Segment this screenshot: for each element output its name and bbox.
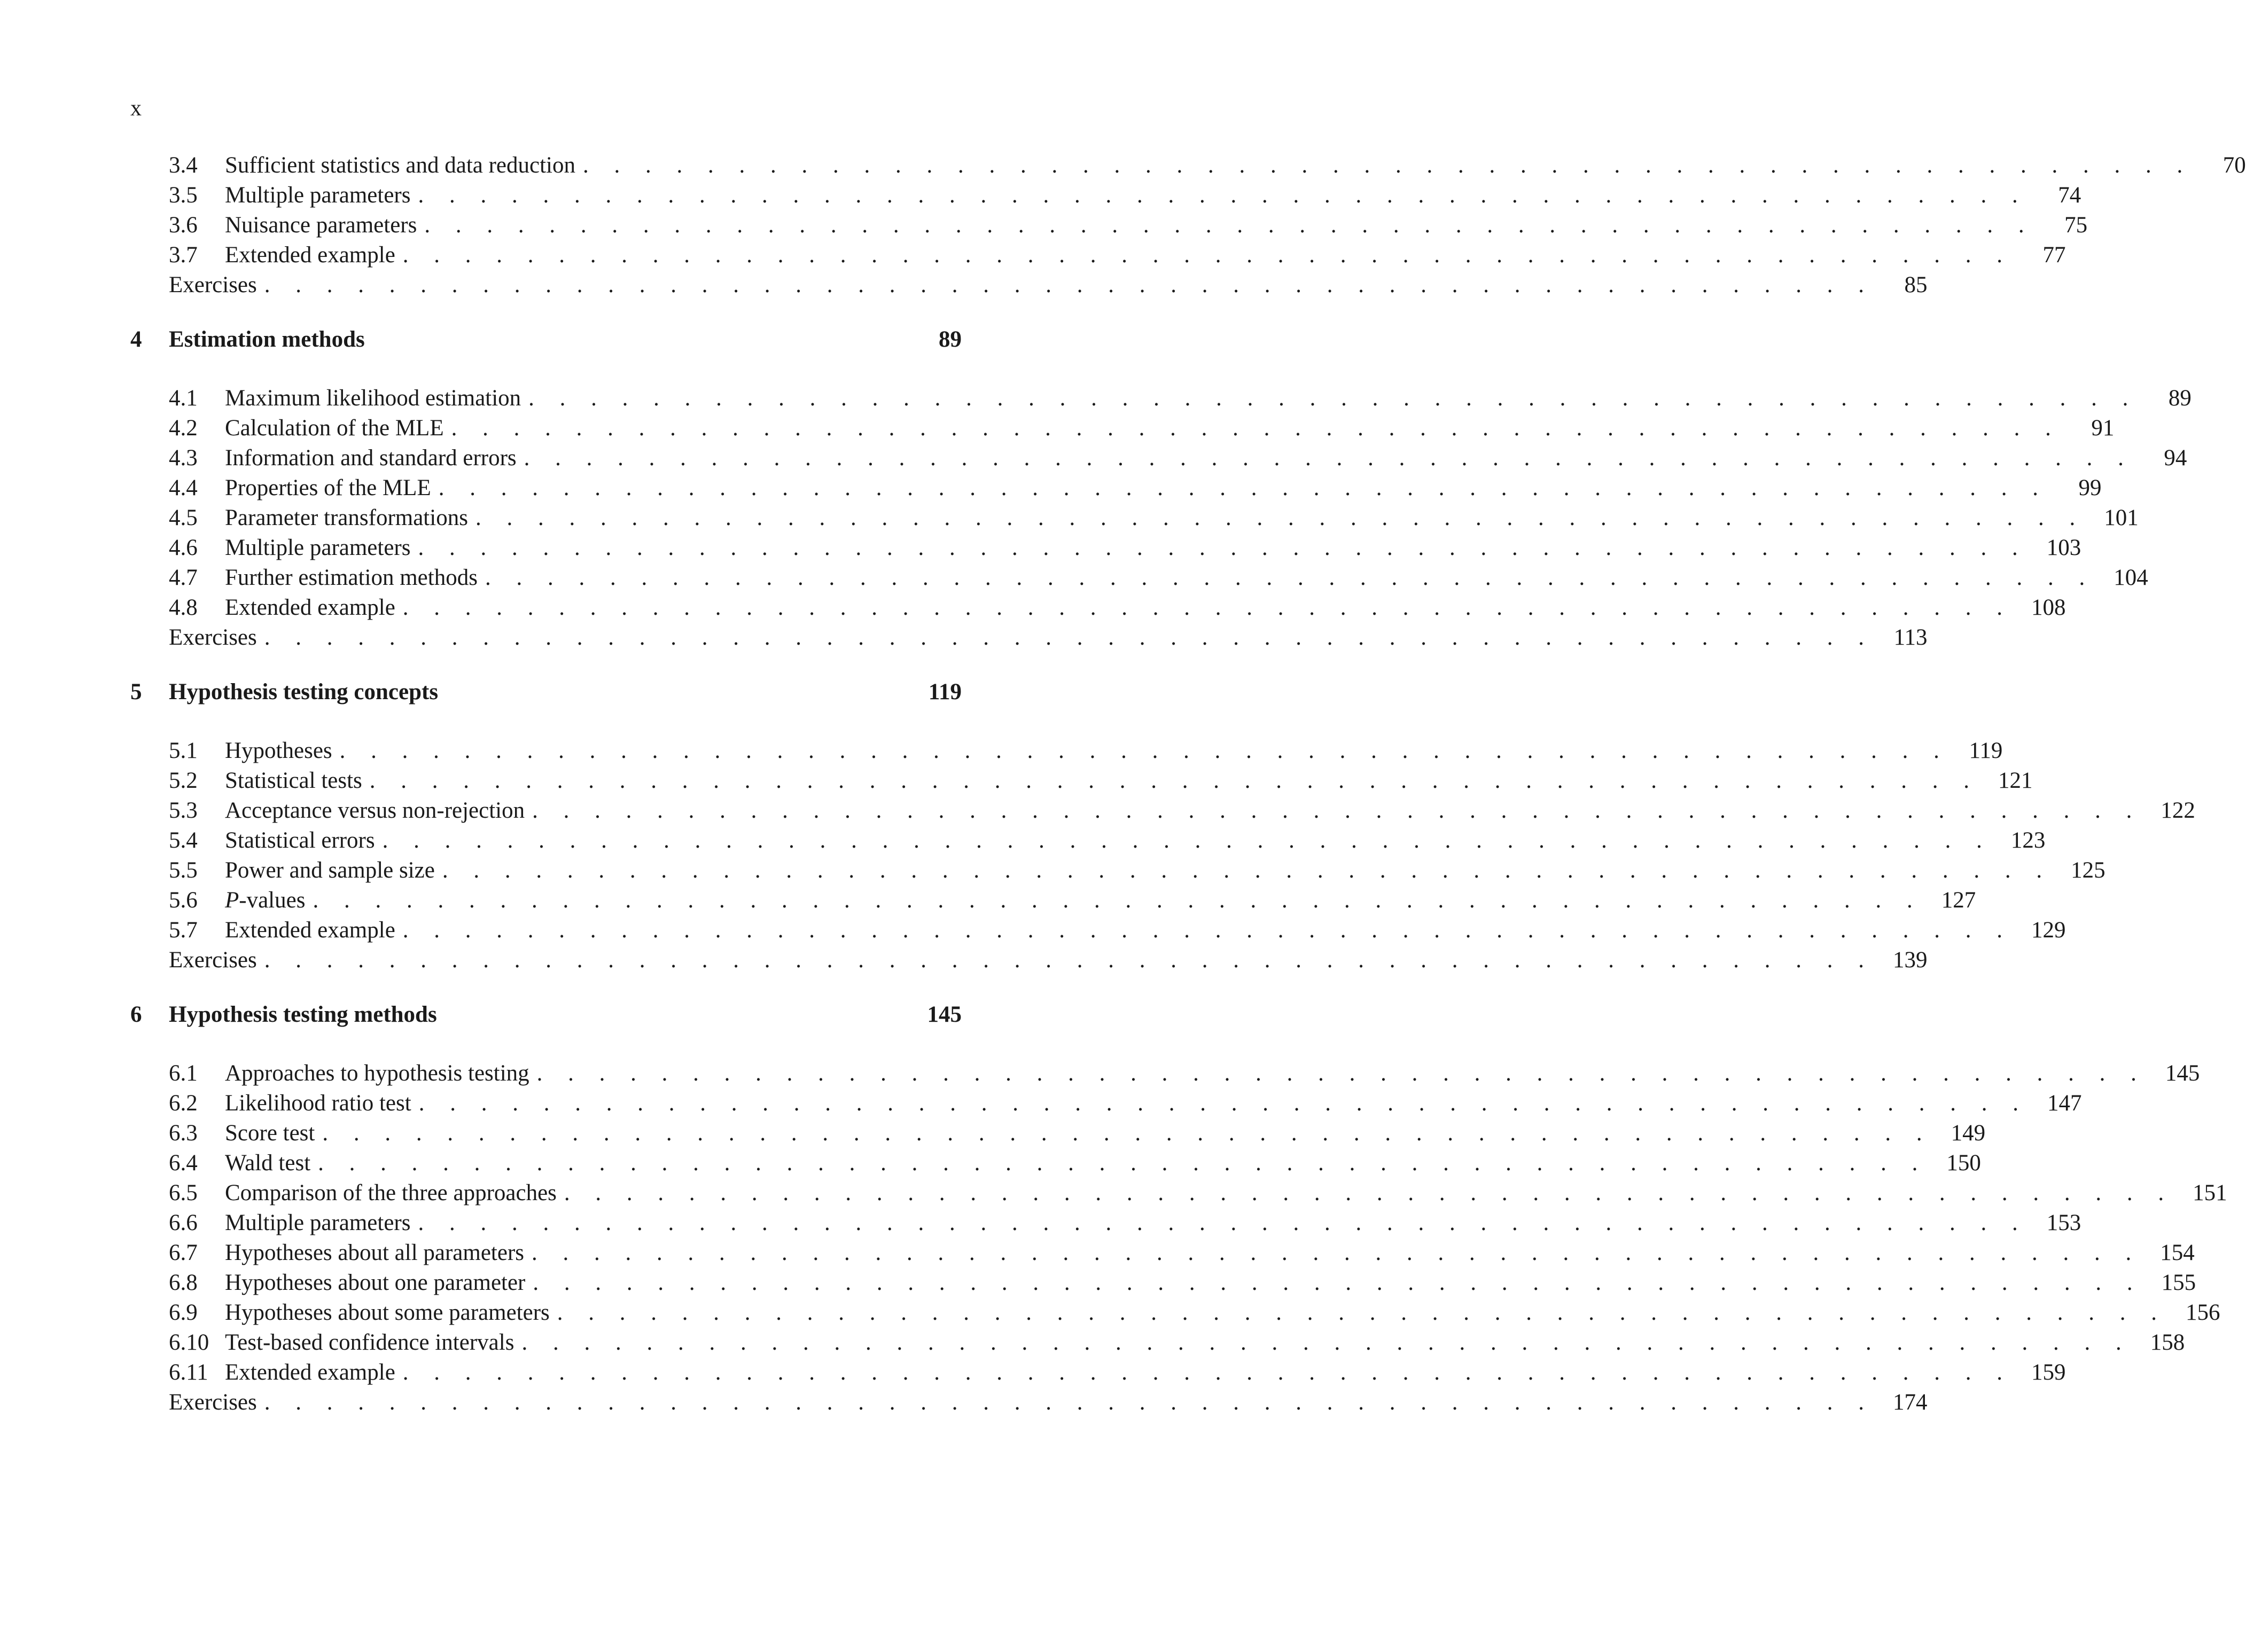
toc-entry[interactable] [130, 766, 2033, 796]
dot-leader: . . . . . . . . . . . . . . . . . . . . . . . . . . . . . . . . . . . . . . . . . . . . . . . . . . . . [418, 183, 2028, 208]
section-page: 113 [1893, 625, 1928, 650]
section-title: Acceptance versus non-rejection [225, 798, 525, 823]
chapter-title: Hypothesis testing methods [169, 1002, 437, 1027]
toc-entry-exercises[interactable] [130, 1388, 1928, 1418]
section-page: 158 [2150, 1330, 2185, 1355]
section-number: 4.5 [169, 505, 198, 530]
toc-entry-exercises[interactable] [130, 623, 1928, 653]
dot-leader: . . . . . . . . . . . . . . . . . . . . . . . . . . . . . . . . . . . . . . . . . . . . . . . . . . . . [521, 1330, 2132, 1355]
section-number: 3.7 [169, 242, 198, 268]
dot-leader: . . . . . . . . . . . . . . . . . . . . . . . . . . . . . . . . . . . . . . . . . . . . . . . . . . . . [402, 918, 2013, 943]
section-page: 70 [2222, 153, 2246, 178]
toc-entry[interactable] [130, 1298, 2220, 1328]
toc-entry[interactable] [130, 796, 2195, 826]
section-page: 154 [2160, 1240, 2195, 1265]
section-title: Properties of the MLE [225, 475, 431, 500]
dot-leader: . . . . . . . . . . . . . . . . . . . . . . . . . . . . . . . . . . . . . . . . . . . . . . . . . . . . [318, 1150, 1928, 1176]
section-page: 174 [1893, 1390, 1928, 1415]
section-title: Maximum likelihood estimation [225, 386, 521, 411]
section-page: 91 [2091, 416, 2115, 441]
toc-entry[interactable] [130, 915, 2066, 945]
dot-leader: . . . . . . . . . . . . . . . . . . . . . . . . . . . . . . . . . . . . . . . . . . . . . . . . . . . . [532, 798, 2142, 823]
section-number: 6.9 [169, 1300, 198, 1325]
toc-entry[interactable] [130, 383, 2192, 413]
section-title: Information and standard errors [225, 445, 517, 471]
section-title: Statistical errors [225, 828, 375, 853]
toc-entry-exercises[interactable] [130, 945, 1928, 975]
section-number: 6.5 [169, 1180, 198, 1205]
dot-leader: . . . . . . . . . . . . . . . . . . . . . . . . . . . . . . . . . . . . . . . . . . . . . . . . . . . . [557, 1300, 2167, 1325]
section-title: Test-based confidence intervals [225, 1330, 514, 1355]
section-page: 103 [2046, 535, 2081, 560]
section-number: 4.3 [169, 445, 198, 471]
section-title: Wald test [225, 1150, 311, 1176]
toc-entry[interactable] [130, 736, 2003, 766]
section-number: 5.4 [169, 828, 198, 853]
page-number: x [130, 96, 142, 121]
dot-leader: . . . . . . . . . . . . . . . . . . . . . . . . . . . . . . . . . . . . . . . . . . . . . . . . . . . . [418, 535, 2028, 560]
toc-entry[interactable] [130, 856, 2105, 886]
toc-entry[interactable] [130, 413, 2115, 443]
dot-leader: . . . . . . . . . . . . . . . . . . . . . . . . . . . . . . . . . . . . . . . . . . . . . . . . . . . . [424, 213, 2034, 238]
section-page: 122 [2161, 798, 2195, 823]
dot-leader: . . . . . . . . . . . . . . . . . . . . . . . . . . . . . . . . . . . . . . . . . . . . . . . . . . . . [438, 475, 2048, 500]
section-number: 5.1 [169, 738, 198, 763]
section-title: Exercises [169, 272, 257, 297]
section-page: 139 [1893, 948, 1928, 973]
section-page: 104 [2114, 565, 2148, 590]
toc-entry[interactable] [130, 1268, 2196, 1298]
toc-entry[interactable] [130, 563, 2148, 593]
section-title: Calculation of the MLE [225, 416, 444, 441]
section-page: 156 [2186, 1300, 2220, 1325]
section-page: 123 [2010, 828, 2046, 853]
dot-leader: . . . . . . . . . . . . . . . . . . . . . . . . . . . . . . . . . . . . . . . . . . . . . . . . . . . . [313, 888, 1923, 913]
section-number: 4.4 [169, 475, 198, 500]
section-title: Sufficient statistics and data reduction [225, 153, 575, 178]
toc-entry[interactable] [130, 1208, 2081, 1238]
section-title: Extended example [225, 1360, 395, 1385]
toc-entry[interactable] [130, 443, 2187, 473]
section-number: 3.5 [169, 183, 198, 208]
section-number: 6.11 [169, 1360, 208, 1385]
section-number: 5.2 [169, 768, 198, 793]
dot-leader: . . . . . . . . . . . . . . . . . . . . . . . . . . . . . . . . . . . . . . . . . . . . . . . . . . . . [369, 768, 1979, 793]
table-of-contents [130, 151, 2246, 1418]
toc-entry[interactable] [130, 1089, 2082, 1118]
section-number: 4.2 [169, 416, 198, 441]
dot-leader: . . . . . . . . . . . . . . . . . . . . . . . . . . . . . . . . . . . . . . . . . . . . . . . . . . . . [264, 948, 1874, 973]
chapter-title: Estimation methods [169, 327, 365, 352]
chapter-title: Hypothesis testing concepts [169, 679, 439, 704]
section-page: 155 [2161, 1270, 2196, 1295]
dot-leader: . . . . . . . . . . . . . . . . . . . . . . . . . . . . . . . . . . . . . . . . . . . . . . . . . . . . [475, 505, 2085, 530]
section-title: Nuisance parameters [225, 213, 417, 238]
chapter-heading[interactable] [130, 325, 962, 355]
toc-entry[interactable] [130, 473, 2102, 503]
section-page: 108 [2031, 595, 2066, 620]
section-page: 129 [2031, 918, 2066, 943]
dot-leader: . . . . . . . . . . . . . . . . . . . . . . . . . . . . . . . . . . . . . . . . . . . . . . . . . . . . [402, 1360, 2013, 1385]
section-page: 99 [2078, 475, 2102, 500]
dot-leader: . . . . . . . . . . . . . . . . . . . . . . . . . . . . . . . . . . . . . . . . . . . . . . . . . . . . [264, 1390, 1874, 1415]
dot-leader: . . . . . . . . . . . . . . . . . . . . . . . . . . . . . . . . . . . . . . . . . . . . . . . . . . . . [524, 445, 2134, 471]
section-title: Extended example [225, 918, 395, 943]
section-title: Hypotheses about one parameter [225, 1270, 526, 1295]
section-title: Approaches to hypothesis testing [225, 1061, 529, 1086]
section-page: 94 [2164, 445, 2187, 471]
section-title: Power and sample size [225, 858, 435, 883]
toc-entry[interactable] [130, 593, 2066, 623]
toc-entry[interactable] [130, 240, 2066, 270]
section-page: 150 [1946, 1150, 1981, 1176]
toc-entry[interactable] [130, 826, 2046, 856]
chapter-page: 119 [928, 679, 962, 704]
chapter-page: 145 [927, 1002, 962, 1027]
chapter-heading[interactable] [130, 677, 962, 707]
section-title: Multiple parameters [225, 1210, 411, 1235]
section-page: 75 [2064, 213, 2088, 238]
dot-leader: . . . . . . . . . . . . . . . . . . . . . . . . . . . . . . . . . . . . . . . . . . . . . . . . . . . . [442, 858, 2052, 883]
dot-leader: . . . . . . . . . . . . . . . . . . . . . . . . . . . . . . . . . . . . . . . . . . . . . . . . . . . . [402, 242, 2013, 268]
section-title-rest: -values [239, 888, 306, 913]
section-title: Comparison of the three approaches [225, 1180, 557, 1205]
section-page: 101 [2104, 505, 2139, 530]
section-title: Hypotheses about some parameters [225, 1300, 550, 1325]
toc-entry[interactable] [130, 1118, 1986, 1148]
dot-leader: . . . . . . . . . . . . . . . . . . . . . . . . . . . . . . . . . . . . . . . . . . . . . . . . . . . . [322, 1121, 1932, 1146]
section-page: 119 [1969, 738, 2003, 763]
section-page: 121 [1998, 768, 2033, 793]
section-page: 151 [2193, 1180, 2227, 1205]
dot-leader: . . . . . . . . . . . . . . . . . . . . . . . . . . . . . . . . . . . . . . . . . . . . . . . . . . . . [485, 565, 2095, 590]
section-number: 4.7 [169, 565, 198, 590]
section-title: Likelihood ratio test [225, 1091, 411, 1116]
toc-entry[interactable] [130, 1238, 2195, 1268]
toc-entry[interactable] [130, 1328, 2185, 1358]
section-number: 6.6 [169, 1210, 198, 1235]
dot-leader: . . . . . . . . . . . . . . . . . . . . . . . . . . . . . . . . . . . . . . . . . . . . . . . . . . . . [533, 1270, 2143, 1295]
section-title: Parameter transformations [225, 505, 468, 530]
section-page: 125 [2071, 858, 2105, 883]
section-number: 5.6 [169, 888, 198, 913]
dot-leader: . . . . . . . . . . . . . . . . . . . . . . . . . . . . . . . . . . . . . . . . . . . . . . . . . . . . [402, 595, 2013, 620]
section-title: Extended example [225, 242, 395, 268]
section-number: 6.7 [169, 1240, 198, 1265]
section-number: 6.3 [169, 1121, 198, 1146]
section-title-italic: P [225, 888, 239, 913]
section-page: 159 [2031, 1360, 2066, 1385]
section-number: 6.10 [169, 1330, 209, 1355]
section-number: 4.1 [169, 386, 198, 411]
section-title [225, 886, 313, 915]
toc-entry[interactable] [130, 533, 2081, 563]
chapter-page: 89 [939, 327, 962, 352]
section-number: 6.2 [169, 1091, 198, 1116]
section-title: Statistical tests [225, 768, 362, 793]
section-page: 127 [1941, 888, 1976, 913]
toc-entry[interactable] [130, 886, 1976, 915]
section-title: Multiple parameters [225, 535, 411, 560]
dot-leader: . . . . . . . . . . . . . . . . . . . . . . . . . . . . . . . . . . . . . . . . . . . . . . . . . . . . [418, 1091, 2029, 1116]
section-page: 149 [1951, 1121, 1986, 1146]
section-page: 74 [2058, 183, 2081, 208]
dot-leader: . . . . . . . . . . . . . . . . . . . . . . . . . . . . . . . . . . . . . . . . . . . . . . . . . . . . [339, 738, 1949, 763]
dot-leader: . . . . . . . . . . . . . . . . . . . . . . . . . . . . . . . . . . . . . . . . . . . . . . . . . . . . [528, 386, 2138, 411]
dot-leader: . . . . . . . . . . . . . . . . . . . . . . . . . . . . . . . . . . . . . . . . . . . . . . . . . . . . [564, 1180, 2174, 1205]
toc-entry[interactable] [130, 1148, 1981, 1178]
dot-leader: . . . . . . . . . . . . . . . . . . . . . . . . . . . . . . . . . . . . . . . . . . . . . . . . . . . . [451, 416, 2061, 441]
dot-leader: . . . . . . . . . . . . . . . . . . . . . . . . . . . . . . . . . . . . . . . . . . . . . . . . . . . . [582, 153, 2193, 178]
toc-entry[interactable] [130, 1059, 2200, 1089]
toc-entry[interactable] [130, 1178, 2227, 1208]
toc-entry[interactable] [130, 210, 2088, 240]
dot-leader: . . . . . . . . . . . . . . . . . . . . . . . . . . . . . . . . . . . . . . . . . . . . . . . . . . . . [264, 272, 1874, 297]
toc-entry[interactable] [130, 503, 2139, 533]
section-title: Exercises [169, 948, 257, 973]
section-title: Score test [225, 1121, 315, 1146]
chapter-number: 4 [130, 327, 142, 352]
section-number: 4.8 [169, 595, 198, 620]
section-number: 5.7 [169, 918, 198, 943]
chapter-heading[interactable] [130, 1000, 962, 1030]
section-title: Multiple parameters [225, 183, 411, 208]
section-page: 89 [2168, 386, 2192, 411]
section-page: 153 [2046, 1210, 2081, 1235]
section-number: 6.4 [169, 1150, 198, 1176]
section-page: 147 [2047, 1091, 2082, 1116]
chapter-number: 6 [130, 1002, 142, 1027]
dot-leader: . . . . . . . . . . . . . . . . . . . . . . . . . . . . . . . . . . . . . . . . . . . . . . . . . . . . [418, 1210, 2028, 1235]
section-title: Exercises [169, 1390, 257, 1415]
dot-leader: . . . . . . . . . . . . . . . . . . . . . . . . . . . . . . . . . . . . . . . . . . . . . . . . . . . . [536, 1061, 2147, 1086]
toc-entry[interactable] [130, 151, 2246, 181]
section-number: 6.1 [169, 1061, 198, 1086]
toc-entry-exercises[interactable] [130, 270, 1928, 300]
chapter-number: 5 [130, 679, 142, 704]
section-title: Hypotheses [225, 738, 332, 763]
dot-leader: . . . . . . . . . . . . . . . . . . . . . . . . . . . . . . . . . . . . . . . . . . . . . . . . . . . . [382, 828, 1992, 853]
section-number: 6.8 [169, 1270, 198, 1295]
section-page: 77 [2042, 242, 2066, 268]
section-title: Hypotheses about all parameters [225, 1240, 525, 1265]
section-number: 5.3 [169, 798, 198, 823]
dot-leader: . . . . . . . . . . . . . . . . . . . . . . . . . . . . . . . . . . . . . . . . . . . . . . . . . . . . [532, 1240, 2141, 1265]
section-title: Extended example [225, 595, 395, 620]
section-page: 85 [1904, 272, 1928, 297]
dot-leader: . . . . . . . . . . . . . . . . . . . . . . . . . . . . . . . . . . . . . . . . . . . . . . . . . . . . [264, 625, 1874, 650]
section-number: 3.6 [169, 213, 198, 238]
toc-entry[interactable] [130, 1358, 2066, 1388]
section-number: 5.5 [169, 858, 198, 883]
section-number: 4.6 [169, 535, 198, 560]
section-number: 3.4 [169, 153, 198, 178]
toc-entry[interactable] [130, 181, 2081, 210]
section-page: 145 [2165, 1061, 2200, 1086]
section-title: Exercises [169, 625, 257, 650]
section-title: Further estimation methods [225, 565, 478, 590]
